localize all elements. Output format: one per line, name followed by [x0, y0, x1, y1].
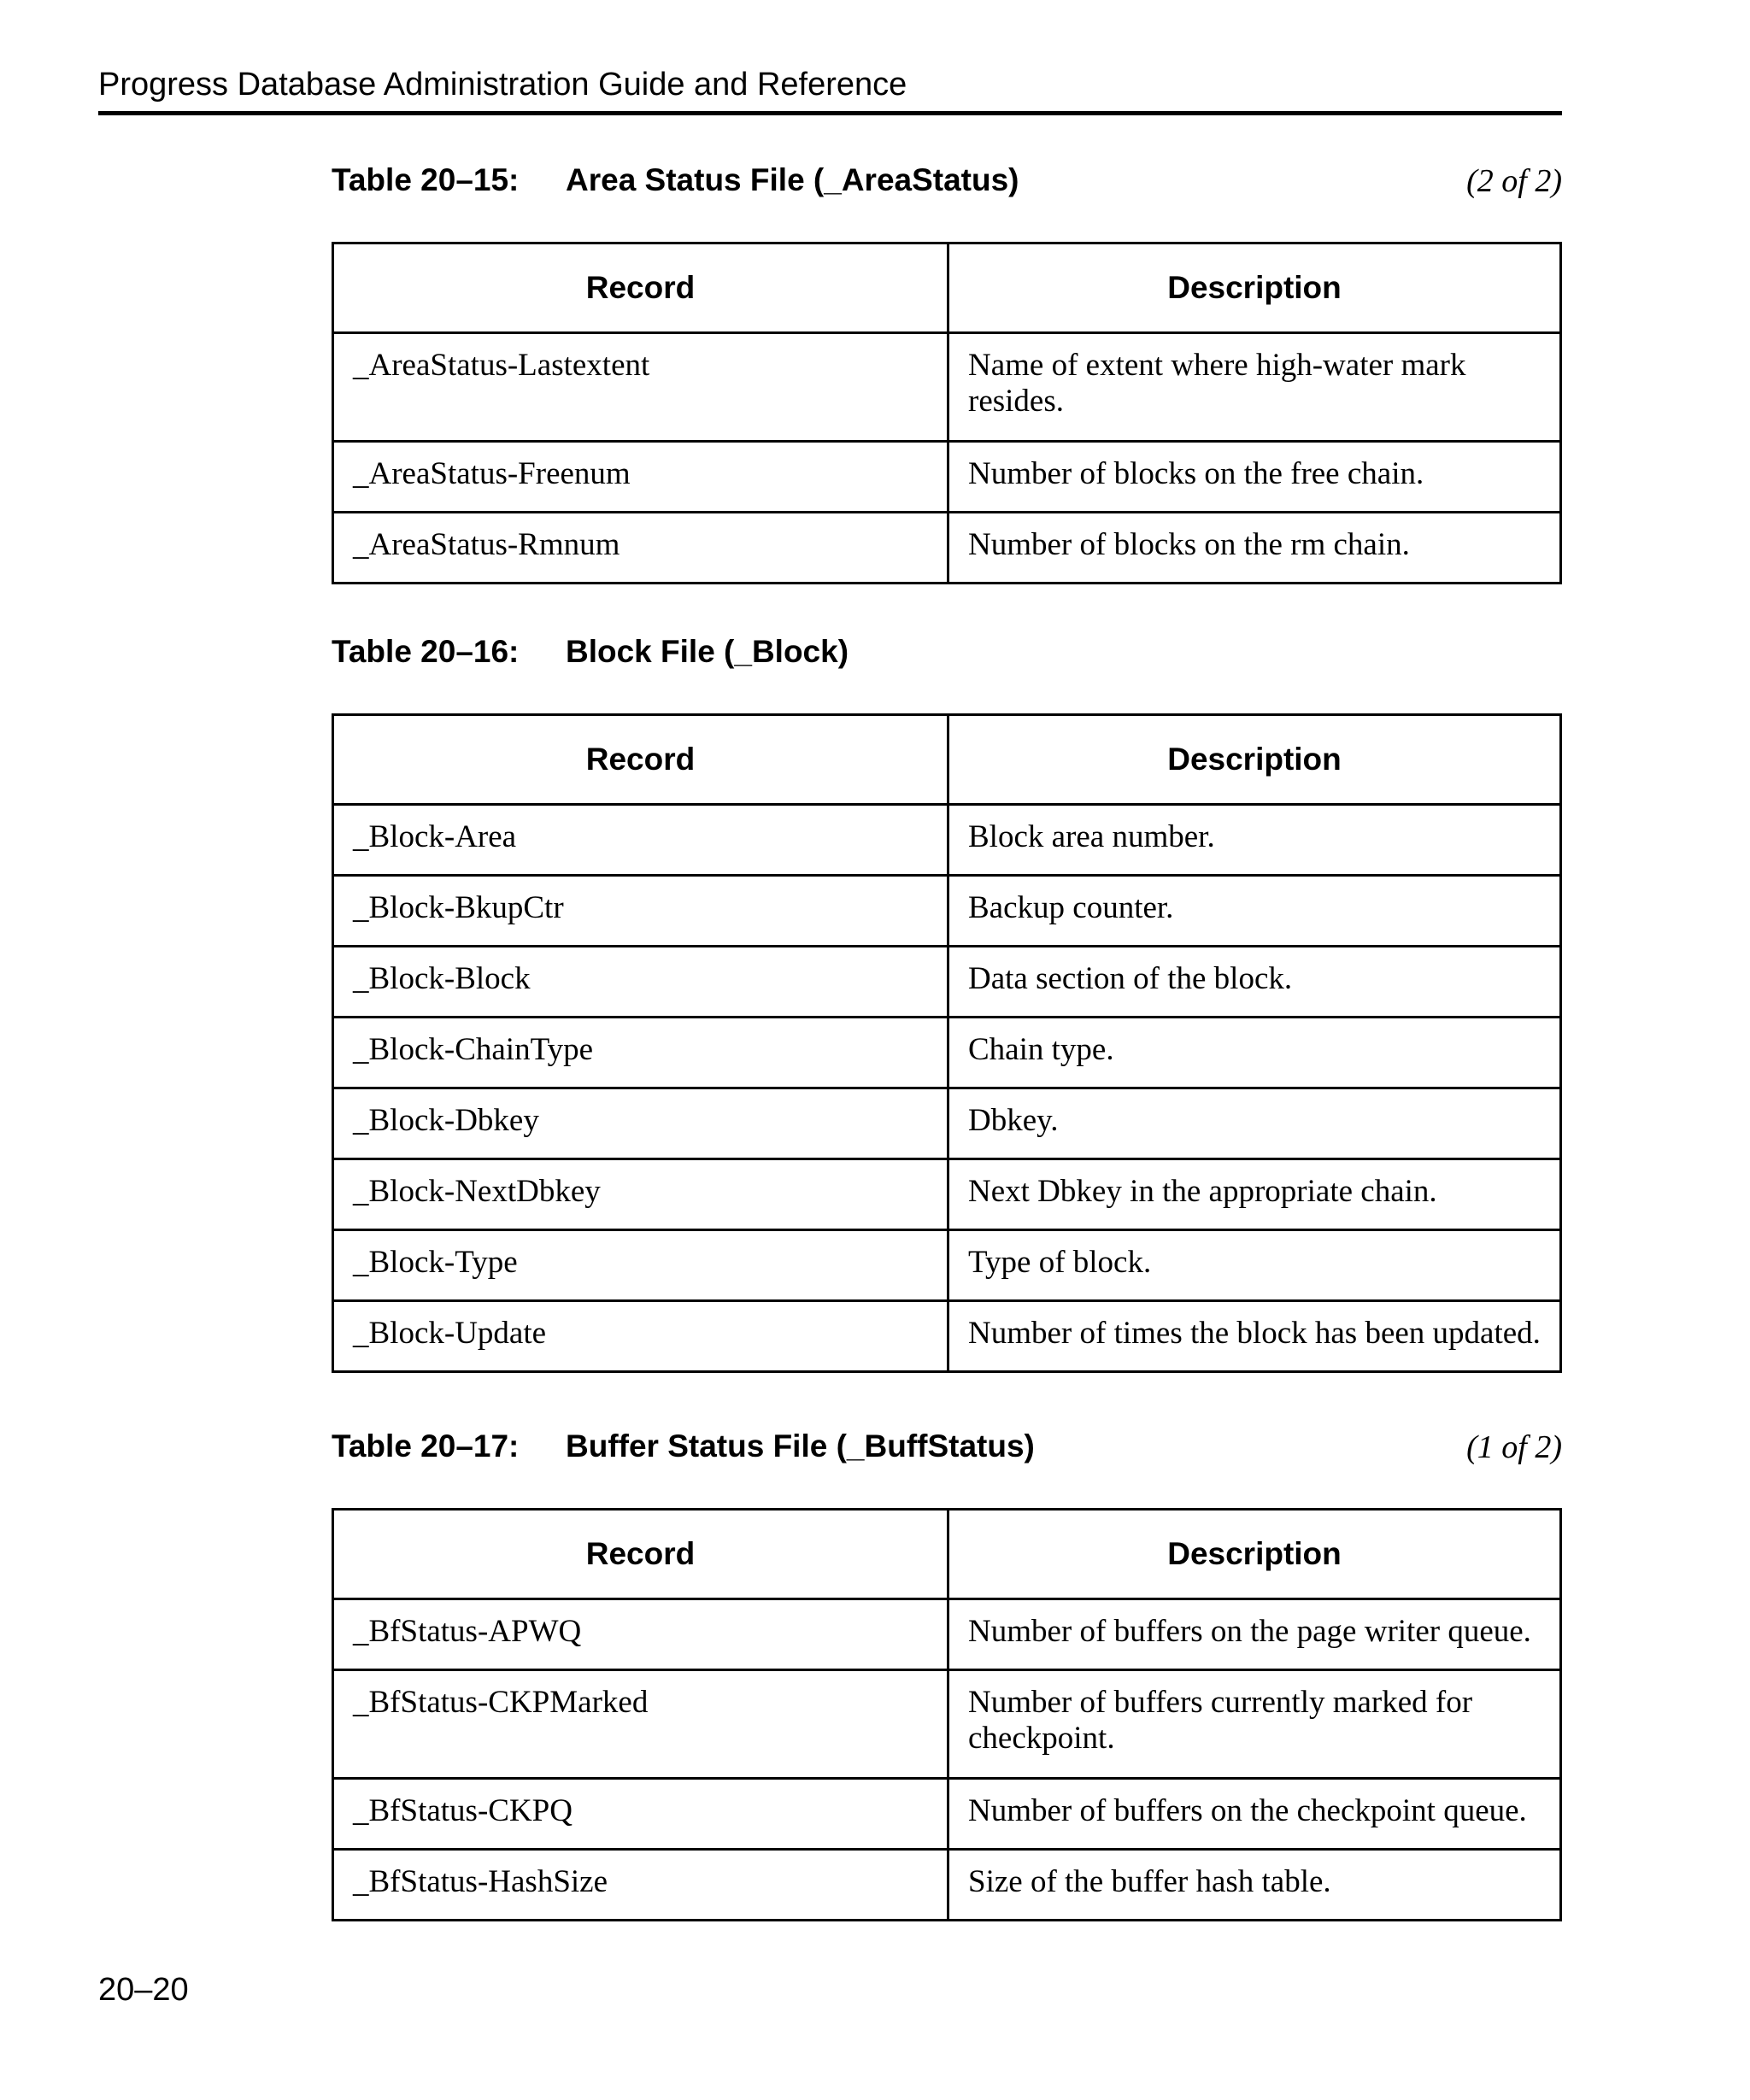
column-header-record: Record	[333, 243, 948, 333]
record-cell: _BfStatus-APWQ	[333, 1599, 948, 1670]
table-caption-area-status	[332, 162, 1562, 205]
page-number: 20–20	[98, 1972, 189, 2008]
description-cell: Size of the buffer hash table.	[948, 1850, 1561, 1921]
table-row	[333, 1230, 1561, 1301]
table-header-row	[333, 1510, 1561, 1599]
description-cell: Dbkey.	[948, 1088, 1561, 1159]
description-cell: Number of buffers on the checkpoint queue.	[948, 1779, 1561, 1850]
buffer-status-table	[332, 1508, 1562, 1921]
description-cell: Number of times the block has been updated.	[948, 1301, 1561, 1372]
table-row	[333, 947, 1561, 1018]
column-header-record: Record	[333, 1510, 948, 1599]
table-number: Table 20–15:	[332, 162, 520, 197]
description-cell: Number of blocks on the free chain.	[948, 442, 1561, 513]
column-header-description: Description	[948, 243, 1561, 333]
description-cell: Number of buffers on the page writer queue.	[948, 1599, 1561, 1670]
record-cell: _Block-Type	[333, 1230, 948, 1301]
table-row	[333, 442, 1561, 513]
record-cell: _AreaStatus-Rmnum	[333, 513, 948, 584]
table-row	[333, 1159, 1561, 1230]
record-cell: _Block-BkupCtr	[333, 876, 948, 947]
table-row	[333, 1779, 1561, 1850]
record-cell: _AreaStatus-Lastextent	[333, 333, 948, 442]
table-row	[333, 876, 1561, 947]
table-row	[333, 1018, 1561, 1088]
record-cell: _Block-Update	[333, 1301, 948, 1372]
record-cell: _BfStatus-CKPMarked	[333, 1670, 948, 1779]
description-cell: Backup counter.	[948, 876, 1561, 947]
area-status-table	[332, 242, 1562, 584]
description-cell: Next Dbkey in the appropriate chain.	[948, 1159, 1561, 1230]
record-cell: _Block-ChainType	[333, 1018, 948, 1088]
description-cell: Chain type.	[948, 1018, 1561, 1088]
table-caption-buffer-status	[332, 1428, 1562, 1471]
column-header-description: Description	[948, 1510, 1561, 1599]
header-rule	[98, 111, 1562, 115]
record-cell: _Block-Dbkey	[333, 1088, 948, 1159]
table-number: Table 20–17:	[332, 1428, 520, 1464]
table-header-row	[333, 715, 1561, 805]
record-cell: _Block-Block	[333, 947, 948, 1018]
table-row	[333, 1088, 1561, 1159]
description-cell: Data section of the block.	[948, 947, 1561, 1018]
table-row	[333, 1670, 1561, 1779]
description-cell: Name of extent where high-water mark resides.	[948, 333, 1561, 442]
column-header-record: Record	[333, 715, 948, 805]
table-number: Table 20–16:	[332, 634, 520, 669]
table-row	[333, 1850, 1561, 1921]
table-title: Buffer Status File (_BuffStatus)	[566, 1428, 1035, 1464]
record-cell: _Block-NextDbkey	[333, 1159, 948, 1230]
record-cell: _BfStatus-HashSize	[333, 1850, 948, 1921]
description-cell: Number of blocks on the rm chain.	[948, 513, 1561, 584]
table-caption-block	[332, 634, 1562, 677]
running-header: Progress Database Administration Guide and Reference	[98, 67, 907, 103]
column-header-description: Description	[948, 715, 1561, 805]
table-row	[333, 333, 1561, 442]
table-row	[333, 1301, 1561, 1372]
description-cell: Type of block.	[948, 1230, 1561, 1301]
table-title: Area Status File (_AreaStatus)	[566, 162, 1019, 197]
record-cell: _AreaStatus-Freenum	[333, 442, 948, 513]
table-row	[333, 513, 1561, 584]
table-title: Block File (_Block)	[566, 634, 849, 669]
table-row	[333, 805, 1561, 876]
record-cell: _Block-Area	[333, 805, 948, 876]
table-header-row	[333, 243, 1561, 333]
table-continuation: (1 of 2)	[1466, 1429, 1562, 1465]
block-table	[332, 713, 1562, 1373]
record-cell: _BfStatus-CKPQ	[333, 1779, 948, 1850]
description-cell: Number of buffers currently marked for checkpoint.	[948, 1670, 1561, 1779]
table-continuation: (2 of 2)	[1466, 163, 1562, 199]
description-cell: Block area number.	[948, 805, 1561, 876]
table-row	[333, 1599, 1561, 1670]
